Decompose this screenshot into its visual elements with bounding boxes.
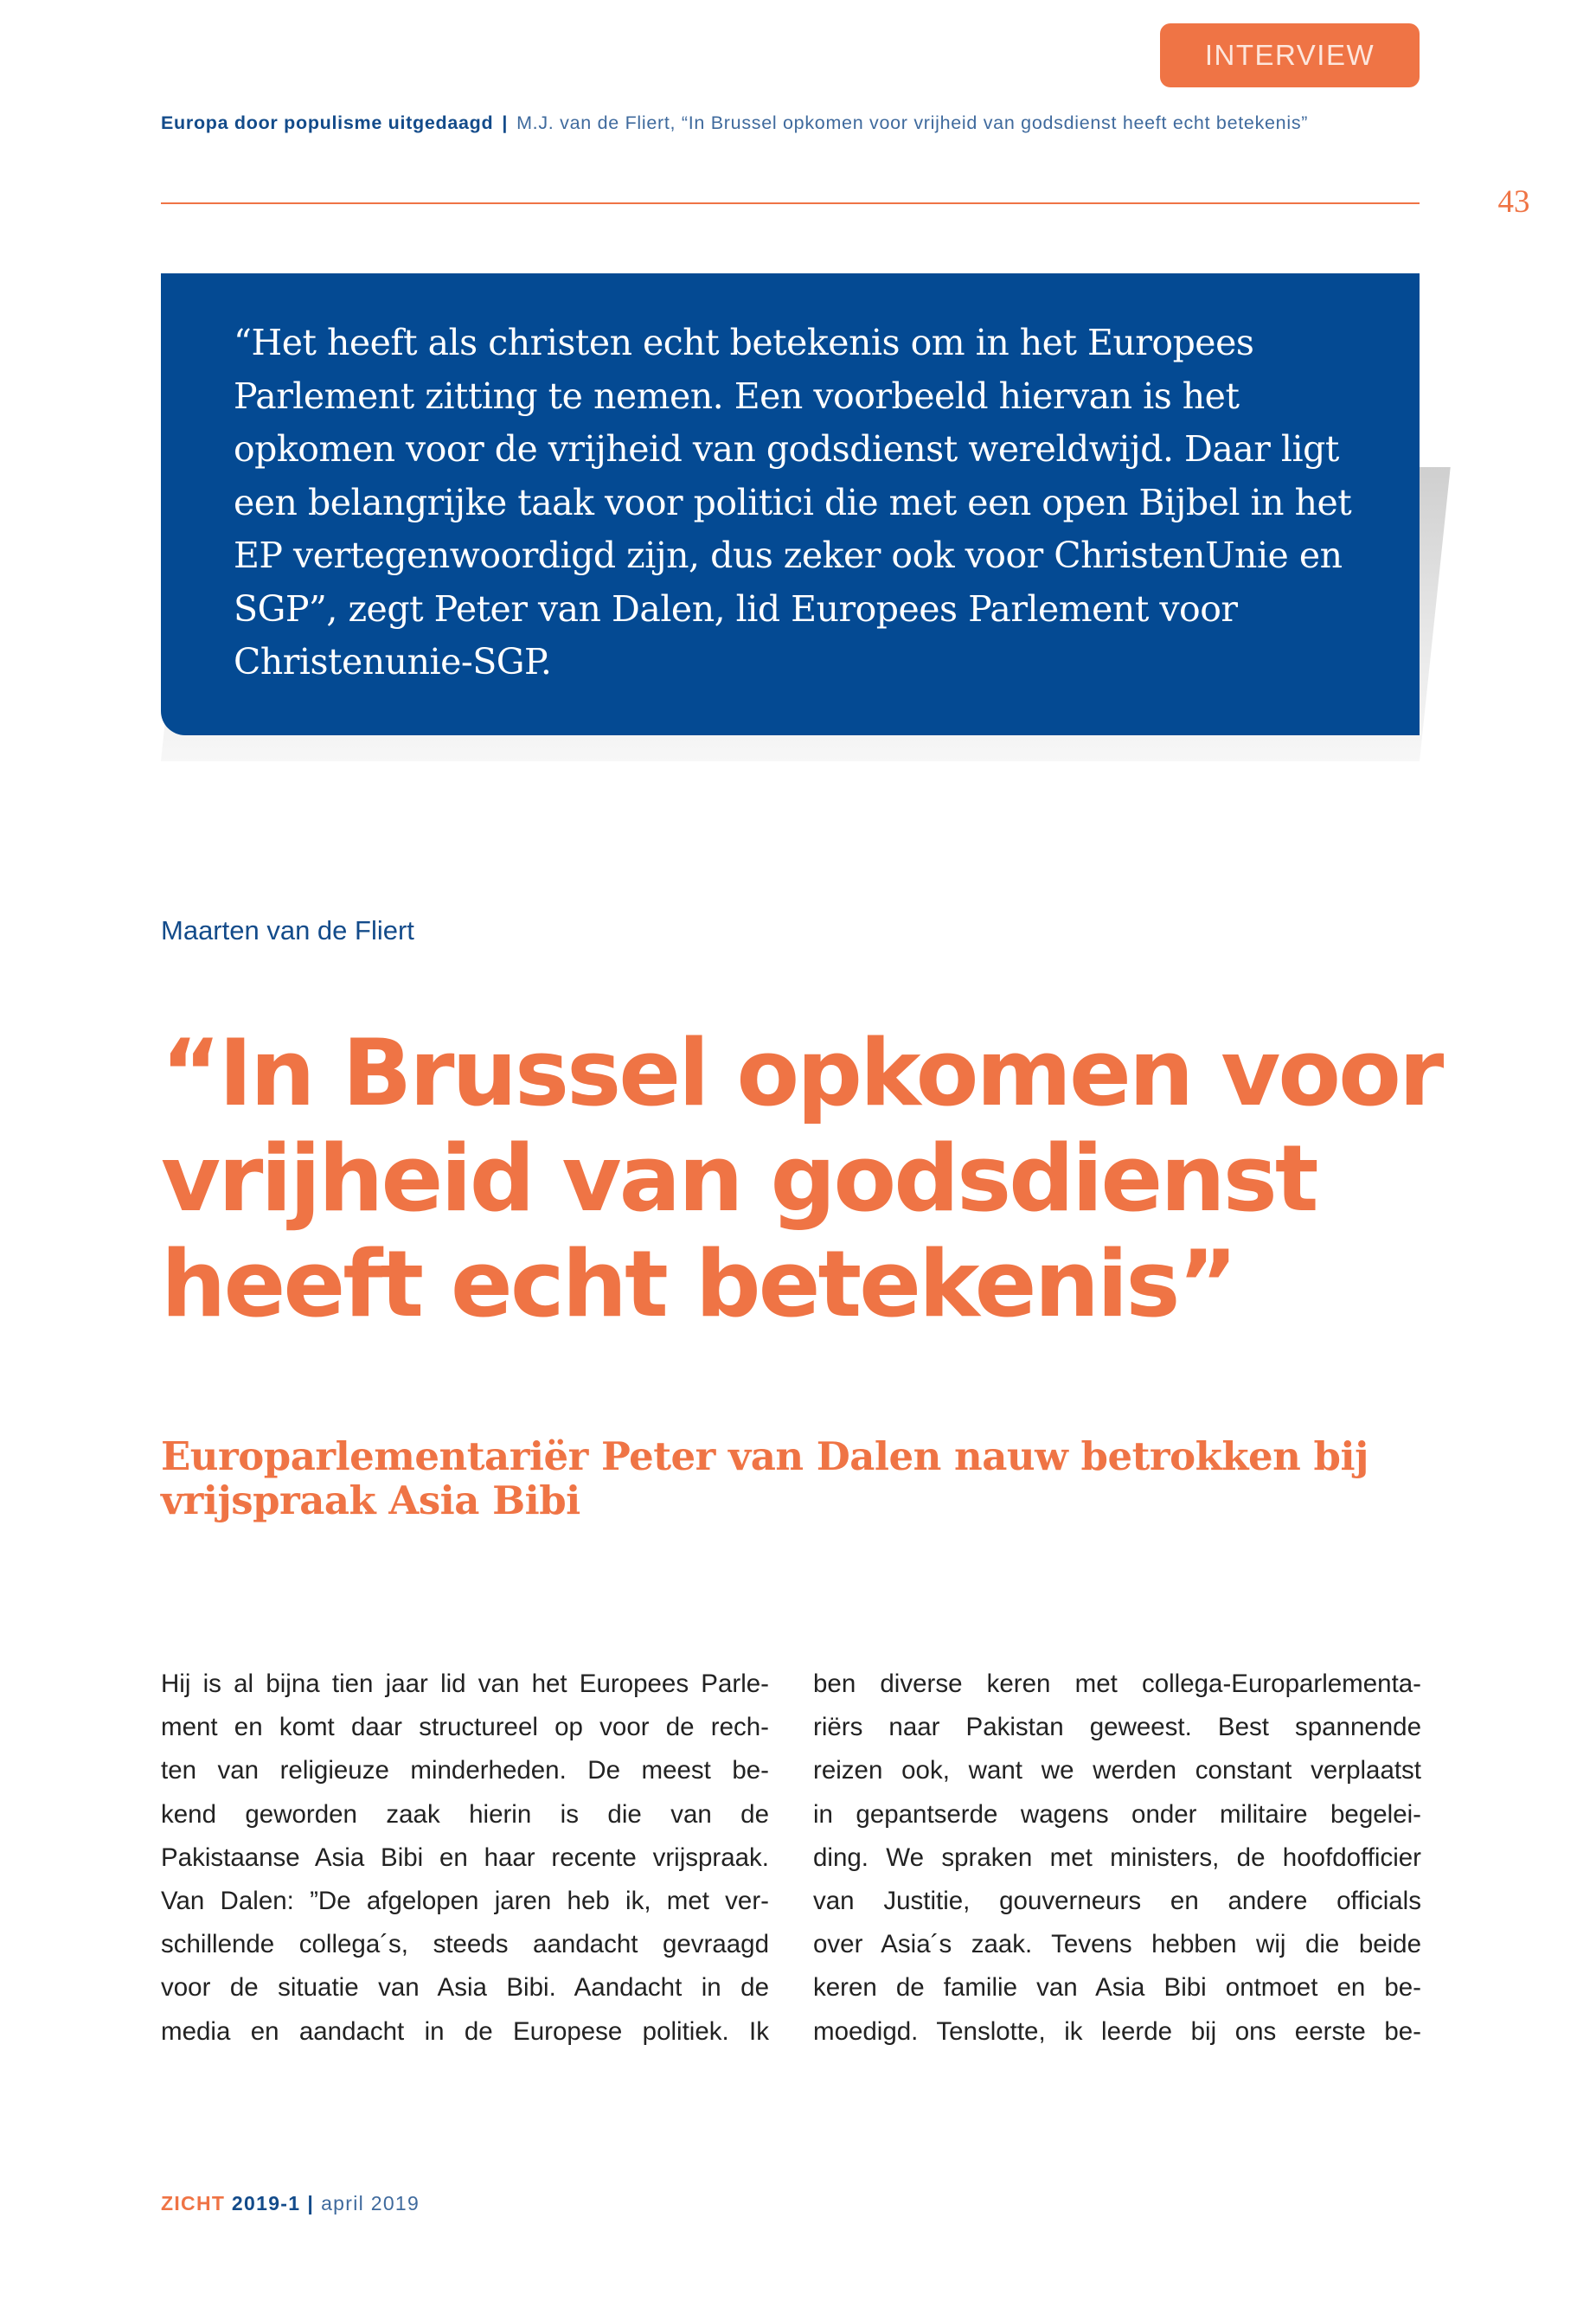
footer-separator: | xyxy=(307,2192,315,2214)
page-footer xyxy=(161,2192,420,2215)
body-line: van Justitie, gouverneurs en andere officials xyxy=(813,1887,1421,1916)
body-line: moedigd. Tenslotte, ik leerde bij ons eerste be- xyxy=(813,2016,1421,2046)
article-subtitle: Europarlementariër Peter van Dalen nauw betrokken bij vrijspraak Asia Bibi xyxy=(161,1433,1368,1523)
body-line: schillende collega´s, steeds aandacht gevraagd xyxy=(161,1930,769,1959)
section-tag: INTERVIEW xyxy=(1160,23,1420,87)
body-line: ding. We spraken met ministers, de hoofdofficier xyxy=(813,1843,1421,1872)
body-line: reizen ook, want we werden constant verplaatst xyxy=(813,1756,1421,1785)
body-column-left xyxy=(161,1663,769,2054)
body-line: Pakistaanse Asia Bibi en haar recente vrijspraak. xyxy=(161,1843,769,1872)
header-rule xyxy=(161,202,1420,204)
title-line: heeft echt betekenis” xyxy=(161,1231,1236,1337)
header-separator: | xyxy=(502,112,509,133)
body-line: riërs naar Pakistan geweest. Best spannende xyxy=(813,1713,1421,1742)
footer-issue: 2019-1 xyxy=(231,2192,301,2214)
body-line: ten van religieuze minderheden. De meest be- xyxy=(161,1756,769,1785)
article-author: Maarten van de Fliert xyxy=(161,915,414,945)
pull-quote-box xyxy=(161,273,1420,735)
body-line: kend geworden zaak hierin is die van de xyxy=(161,1799,769,1829)
body-column-right xyxy=(813,1663,1421,2054)
body-line: in gepantserde wagens onder militaire begelei- xyxy=(813,1799,1421,1829)
body-line: Van Dalen: ”De afgelopen jaren heb ik, met ver- xyxy=(161,1887,769,1916)
body-line: over Asia´s zaak. Tevens hebben wij die beide xyxy=(813,1930,1421,1959)
footer-date: april 2019 xyxy=(321,2192,420,2214)
body-line: Hij is al bijna tien jaar lid van het Europees Parle- xyxy=(161,1670,769,1698)
title-line: vrijheid van godsdienst xyxy=(161,1125,1317,1232)
footer-magazine: ZICHT xyxy=(161,2192,226,2214)
body-line: ben diverse keren met collega-Europarlementa- xyxy=(813,1670,1421,1698)
article-reference: M.J. van de Fliert, “In Brussel opkomen voor vrijheid van godsdienst heeft echt betekenis” xyxy=(516,112,1309,133)
publication-title: Europa door populisme uitgedaagd xyxy=(161,112,494,133)
page-number: 43 xyxy=(1497,184,1530,220)
body-line: voor de situatie van Asia Bibi. Aandacht in de xyxy=(161,1973,769,2003)
pull-quote-text: “Het heeft als christen echt betekenis om in het Europees Parlement zitting te nemen. Een voorbeeld hiervan is het opkomen voor de vrijheid van godsdienst wereldwijd. Daar ligt een belangrijke taak voor politici die met een open Bijbel in het EP vertegenwoordigd zijn, dus zeker ook voor ChristenUnie en SGP”, zegt Peter van Dalen, lid Europees Parlement voor Christenunie-SGP. xyxy=(234,322,1352,683)
running-header xyxy=(161,112,1420,134)
article-title xyxy=(161,1021,1458,1337)
title-line: “In Brussel opkomen voor xyxy=(161,1020,1442,1126)
body-line: media en aandacht in de Europese politiek. Ik xyxy=(161,2016,769,2046)
body-line: keren de familie van Asia Bibi ontmoet en be- xyxy=(813,1973,1421,2003)
body-line: ment en komt daar structureel op voor de rech- xyxy=(161,1713,769,1742)
